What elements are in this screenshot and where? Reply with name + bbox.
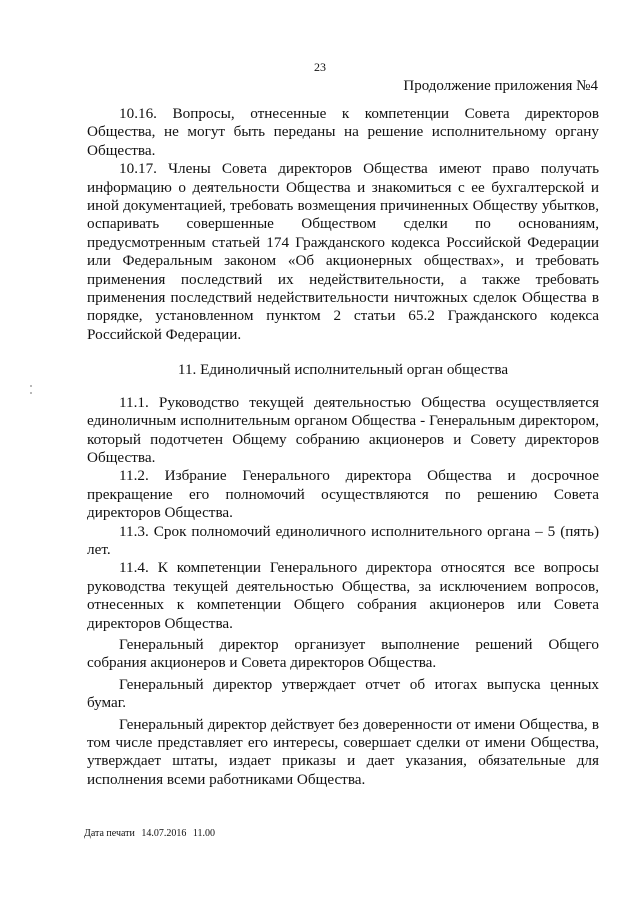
paragraph-11-4: 11.4. К компетенции Генерального директора относятся все вопросы руководства текущей деятельностью Общества, за исключением вопросов, отнесенных к компетенции Общего собрания акционеров или Совета директоров Общества. [87, 559, 599, 632]
paragraph-11-2: 11.2. Избрание Генерального директора Общества и досрочное прекращение его полномочий осуществляются по решению Совета директоров Общества. [87, 467, 599, 522]
paragraph-10-17: 10.17. Члены Совета директоров Общества имеют право получать информацию о деятельности Общества и знакомиться с ее бухгалтерской и иной документацией, требовать возмещения причиненных Обществу убытков, оспаривать совершенные Обществом сделки по основаниям, предусмотренным статьей 174 Гражданского кодекса Российской Федерации или Федеральным законом «Об акционерных обществах», и требовать применения последствий их недействительности, а также требовать применения последствий недействительности ничтожных сделок Общества в порядке, установленном пунктом 2 статьи 65.2 Гражданского кодекса Российской Федерации. [87, 160, 599, 343]
paragraph-gd-report: Генеральный директор утверждает отчет об итогах выпуска ценных бумаг. [87, 675, 599, 712]
print-date-value: 14.07.2016 [141, 828, 187, 839]
document-body [87, 105, 599, 789]
paragraph-gd-decisions: Генеральный директор организует выполнение решений Общего собрания акционеров и Совета директоров Общества. [87, 635, 599, 672]
paragraph-11-3: 11.3. Срок полномочий единоличного исполнительного органа – 5 (пять) лет. [87, 522, 599, 558]
page-number: 23 [314, 60, 326, 74]
paragraph-10-16: 10.16. Вопросы, отнесенные к компетенции Совета директоров Общества, не могут быть переданы на решение исполнительному органу Общества. [87, 105, 599, 159]
margin-mark [30, 392, 32, 394]
print-time-value: 11.00 [192, 828, 216, 839]
print-date-label: Дата печати [84, 828, 135, 839]
print-date-footer [84, 828, 219, 840]
section-title: 11. Единоличный исполнительный орган общества [177, 361, 509, 379]
margin-mark [30, 385, 32, 387]
paragraph-11-1: 11.1. Руководство текущей деятельностью Общества осуществляется единоличным исполнительным органом Общества - Генеральным директором, который подотчетен Общему собранию акционеров и Совету директоров Общества. [87, 393, 599, 466]
paragraph-gd-authority: Генеральный директор действует без доверенности от имени Общества, в том числе представляет его интересы, совершает сделки от имени Общества, утверждает штаты, издает приказы и дает указания, обязательные для исполнения всеми работниками Общества. [87, 715, 599, 788]
appendix-header: Продолжение приложения №4 [403, 78, 598, 94]
